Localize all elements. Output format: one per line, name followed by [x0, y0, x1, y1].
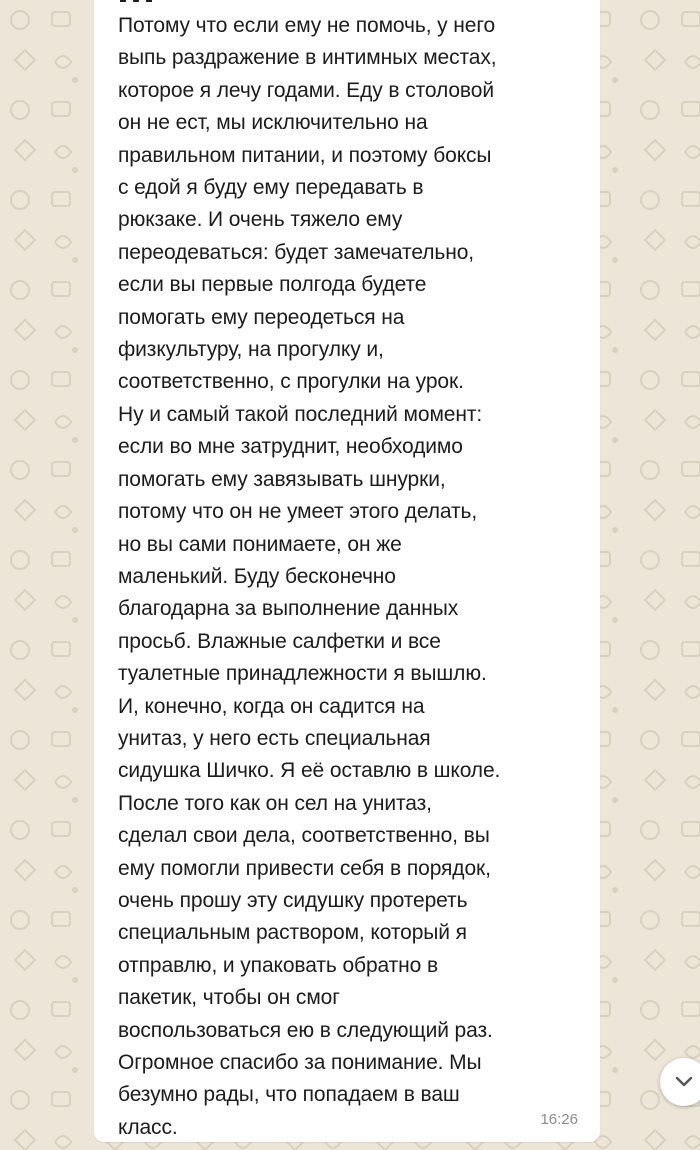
- message-line: Ну и самый такой последний момент:: [118, 402, 483, 426]
- message-line: унитаз, у него есть специальная: [118, 726, 431, 750]
- message-line: если вы первые полгода будете: [118, 273, 427, 297]
- message-timestamp: 16:26: [540, 1111, 578, 1128]
- chevron-down-icon: [675, 1075, 693, 1089]
- message-line: помогать ему завязывать шнурки,: [118, 467, 446, 491]
- message-line: просьб. Влажные салфетки и все: [118, 629, 441, 653]
- message-line: сделал свои дела, соответственно, вы: [118, 824, 490, 848]
- message-line: Потому что если ему не помочь, у него: [118, 14, 496, 37]
- scroll-to-bottom-button[interactable]: [660, 1058, 700, 1106]
- message-bubble[interactable]: [94, 0, 600, 1142]
- message-line: маленький. Буду бесконечно: [118, 564, 396, 588]
- message-line: воспользоваться ею в следующий раз.: [118, 1018, 493, 1042]
- message-line: физкультуру, на прогулку и,: [118, 338, 384, 362]
- message-line: туалетные принадлежности я вышлю.: [118, 662, 487, 686]
- message-line: отправлю, и упаковать обратно в: [118, 953, 439, 977]
- message-line: очень прошу эту сидушку протереть: [118, 888, 468, 912]
- message-line: потому что он не умеет этого делать,: [118, 500, 478, 524]
- message-line: специальным раствором, который я: [118, 921, 467, 945]
- message-line: пакетик, чтобы он смог: [118, 986, 340, 1010]
- message-line: если во мне затруднит, необходимо: [118, 435, 463, 459]
- message-line: После того как он сел на унитаз,: [118, 791, 432, 815]
- message-line: Огромное спасибо за понимание. Мы: [118, 1051, 482, 1074]
- message-line: которое я лечу годами. Еду в столовой: [118, 78, 494, 102]
- message-line: он не ест, мы исключительно на: [118, 111, 428, 135]
- message-line: но вы сами понимаете, он же: [118, 532, 402, 556]
- message-line: переодеваться: будет замечательно,: [118, 240, 475, 264]
- message-line: соответственно, с прогулки на урок.: [118, 370, 464, 394]
- message-line: помогать ему переодеться на: [118, 305, 405, 329]
- message-line: сидушка Шичко. Я её оставлю в школе.: [118, 759, 501, 783]
- cropped-previous-line: [120, 0, 180, 2]
- message-text: [118, 10, 588, 1144]
- message-line: правильном питании, и поэтому боксы: [118, 143, 492, 167]
- message-line: ему помогли привести себя в порядок,: [118, 856, 491, 880]
- message-line: рюкзаке. И очень тяжело ему: [118, 208, 403, 232]
- message-line: благодарна за выполнение данных: [118, 597, 459, 621]
- message-line: безумно рады, что попадаем в ваш: [118, 1083, 460, 1107]
- message-line: класс.: [118, 1115, 178, 1139]
- message-line: выпь раздражение в интимных местах,: [118, 46, 497, 70]
- message-line: И, конечно, когда он садится на: [118, 694, 425, 718]
- message-line: с едой я буду ему передавать в: [118, 176, 424, 200]
